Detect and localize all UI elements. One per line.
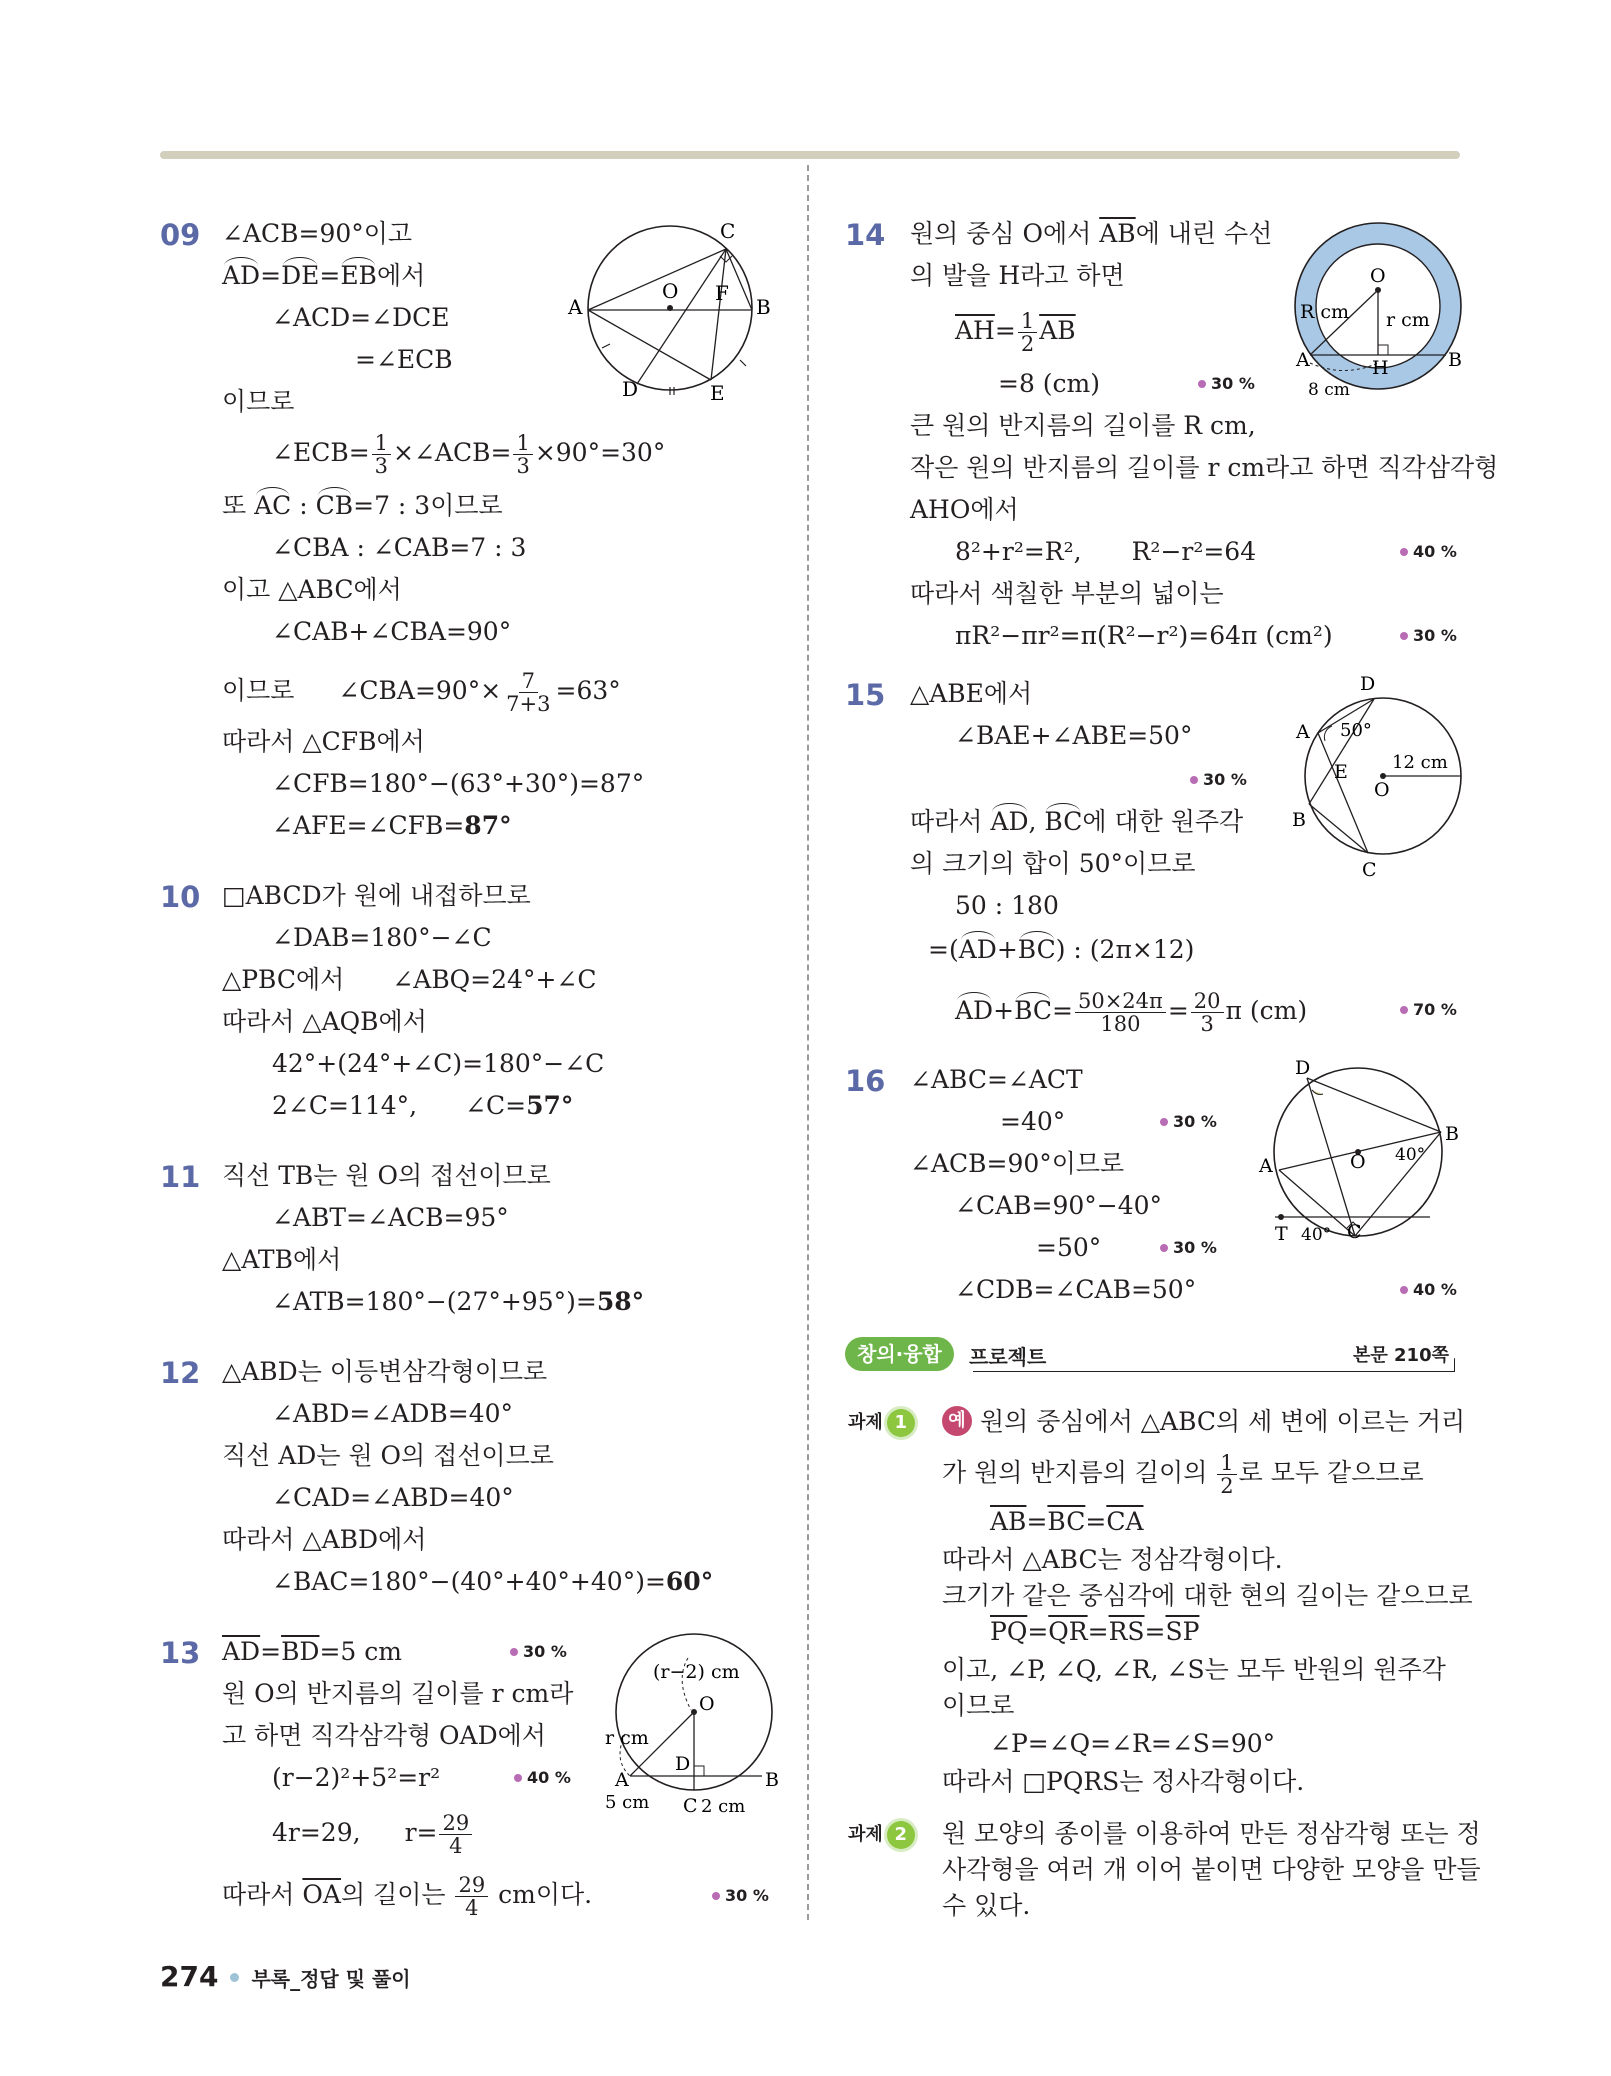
text-line: 4r=29, r= $\frac{29}{4}$ — [272, 1812, 474, 1857]
text-line: ∠CAD=∠ABD=40° — [272, 1483, 514, 1512]
problem-number: 12 — [160, 1356, 201, 1390]
svg-text:8 cm: 8 cm — [1308, 380, 1350, 400]
text-line: $\overline{PQ}=\overline{QR}=\overline{RS}=\overline{SP}$ — [990, 1617, 1200, 1646]
text-line: 작은 원의 반지름의 길이를 r cm라고 하면 직각삼각형 — [910, 453, 1499, 482]
text-line: ∠ACD=∠DCE — [272, 303, 450, 332]
svg-text:O: O — [1374, 779, 1390, 801]
text-line: 이므로 — [222, 387, 295, 416]
task-number-badge: 1 — [887, 1409, 915, 1437]
svg-text:B: B — [1292, 809, 1306, 831]
text-line: ∠ABC=∠ACT — [910, 1065, 1083, 1094]
page-reference: 본문 210쪽 — [1352, 1345, 1449, 1366]
svg-text:50°: 50° — [1340, 720, 1372, 741]
answer-line: πR²−πr²=π(R²−r²)=64π (cm²) — [955, 621, 1333, 650]
score-percent: 30 % — [1400, 626, 1457, 645]
svg-text:40°: 40° — [1301, 1225, 1332, 1245]
text-line: 사각형을 여러 개 이어 붙이면 다양한 모양을 만들 — [942, 1855, 1481, 1884]
score-percent: 70 % — [1400, 1000, 1457, 1019]
text-line: 이므로 ∠CBA=90°× $\frac{7}{7+3}$ =63° — [222, 669, 621, 716]
figure-circle-16 — [1255, 1060, 1470, 1260]
text-line: ∠ECB= $\frac{1}{3}$ ×∠ACB= $\frac{1}{3}$ ×90°=30° — [272, 431, 666, 478]
task-label: 과제 2 — [848, 1820, 915, 1849]
task-number-badge: 2 — [887, 1821, 915, 1849]
svg-text:r cm: r cm — [1386, 309, 1430, 331]
svg-text:B: B — [756, 295, 771, 319]
answer-line: ∠AFE=∠CFB=87° — [272, 811, 512, 840]
text-line: 직선 TB는 원 O의 접선이므로 — [222, 1161, 551, 1190]
project-title: 프로젝트 — [969, 1345, 1047, 1369]
column-divider — [807, 165, 809, 1920]
score-percent: 30 % — [510, 1642, 567, 1661]
text-line: 의 발을 H라고 하면 — [910, 261, 1125, 290]
score-percent: 30 % — [712, 1886, 769, 1905]
answer-line: 따라서 $\overline{OA}$의 길이는 $\frac{29}{4}$ cm이다. — [222, 1873, 593, 1920]
page-number: 274 — [160, 1960, 219, 1993]
text-line: 따라서 AD, BC에 대한 원주각 — [910, 807, 1244, 836]
text-line: ∠ACB=90°이므로 — [910, 1149, 1125, 1178]
text-line: 50 : 180 — [955, 891, 1059, 920]
text-line: =8 (cm) — [998, 369, 1101, 398]
text-line: ∠CAB+∠CBA=90° — [272, 617, 512, 646]
problem-number: 16 — [845, 1064, 886, 1098]
svg-text:r cm: r cm — [605, 1727, 649, 1749]
svg-text:T: T — [1275, 1223, 1288, 1245]
answer-line: ∠ATB=180°−(27°+95°)=58° — [272, 1287, 645, 1316]
text-line: $\overline{AH}=$ $\frac{1}{2}$ $\overline{AB}$ — [955, 309, 1076, 356]
text-line: ∠BAE+∠ABE=50° — [955, 721, 1193, 750]
problem-number: 10 — [160, 880, 201, 914]
svg-text:2 cm: 2 cm — [701, 1796, 746, 1817]
answer-line: ∠CDB=∠CAB=50° — [955, 1275, 1197, 1304]
svg-text:B: B — [1445, 1123, 1459, 1145]
text-line: AD=DE=EB에서 — [222, 261, 426, 290]
text-line: 따라서 △CFB에서 — [222, 727, 425, 756]
text-line: ∠CBA : ∠CAB=7 : 3 — [272, 533, 527, 562]
svg-text:5 cm: 5 cm — [605, 1792, 650, 1813]
svg-text:E: E — [1334, 761, 1348, 783]
text-line: 42°+(24°+∠C)=180°−∠C — [272, 1049, 605, 1078]
svg-text:A: A — [615, 1769, 629, 1791]
text-line: 의 크기의 합이 50°이므로 — [910, 849, 1196, 878]
text-line: 수 있다. — [942, 1891, 1031, 1920]
svg-text:B: B — [765, 1769, 779, 1791]
text-line: ∠ACB=90°이고 — [222, 219, 413, 248]
text-line: △ATB에서 — [222, 1245, 342, 1274]
problem-number: 11 — [160, 1160, 201, 1194]
figure-circle-15 — [1280, 676, 1470, 886]
svg-text:O: O — [1370, 265, 1386, 287]
creative-convergence-badge: 창의·융합 — [845, 1337, 954, 1371]
svg-text:C: C — [1347, 1221, 1362, 1243]
top-rule — [160, 151, 1460, 159]
text-line: $\overline{AD}=\overline{BD}=5$ cm — [222, 1637, 402, 1666]
svg-text:D: D — [1295, 1060, 1311, 1079]
header-rule — [973, 1371, 1455, 1372]
text-line: 원 O의 반지름의 길이를 r cm라 — [222, 1679, 574, 1708]
text-line: □ABCD가 원에 내접하므로 — [222, 881, 531, 910]
score-percent: 40 % — [1400, 542, 1457, 561]
answer-line: 2∠C=114°, ∠C=57° — [272, 1091, 574, 1120]
svg-text:O: O — [699, 1693, 715, 1715]
text-line: △PBC에서 ∠ABQ=24°+∠C — [222, 965, 597, 994]
text-line: 원의 중심에서 △ABC의 세 변에 이르는 거리 — [980, 1407, 1466, 1436]
score-percent: 30 % — [1160, 1112, 1217, 1131]
text-line: 직선 AD는 원 O의 접선이므로 — [222, 1441, 554, 1470]
text-line: ∠CAB=90°−40° — [955, 1191, 1163, 1220]
svg-text:A: A — [1296, 349, 1310, 371]
example-badge: 예 — [942, 1406, 972, 1436]
text-line: 따라서 색칠한 부분의 넓이는 — [910, 579, 1224, 608]
svg-text:12 cm: 12 cm — [1392, 752, 1448, 773]
svg-text:C: C — [1362, 859, 1377, 881]
score-percent: 30 % — [1198, 374, 1255, 393]
task-label: 과제 1 — [848, 1408, 915, 1437]
score-percent: 30 % — [1190, 770, 1247, 789]
text-line: △ABE에서 — [910, 679, 1033, 708]
svg-text:C: C — [683, 1795, 698, 1817]
text-line: 따라서 □PQRS는 정사각형이다. — [942, 1767, 1305, 1796]
text-line: ∠ABD=∠ADB=40° — [272, 1399, 514, 1428]
text-line: 큰 원의 반지름의 길이를 R cm, — [910, 411, 1256, 440]
svg-text:A: A — [1296, 721, 1310, 743]
svg-text:D: D — [622, 377, 639, 401]
text-line: AHO에서 — [910, 495, 1019, 524]
page-footer — [160, 1960, 411, 1993]
text-line: $\overline{AB}=\overline{BC}=\overline{CA}$ — [990, 1507, 1144, 1536]
svg-text:A: A — [568, 295, 583, 319]
footer-dot — [230, 1973, 239, 1982]
text-line: (r−2)²+5²=r² — [272, 1763, 441, 1792]
svg-text:40°: 40° — [1395, 1145, 1426, 1165]
svg-text:D: D — [675, 1753, 691, 1775]
text-line: 또 AC : CB=7 : 3이므로 — [222, 491, 503, 520]
svg-text:(r−2) cm: (r−2) cm — [653, 1661, 740, 1683]
text-line: 이고, ∠P, ∠Q, ∠R, ∠S는 모두 반원의 원주각 — [942, 1655, 1446, 1684]
project-header — [845, 1337, 1457, 1373]
score-percent: 40 % — [1400, 1280, 1457, 1299]
text-line: 따라서 △AQB에서 — [222, 1007, 427, 1036]
text-line: =40° — [1000, 1107, 1066, 1136]
footer-label: 부록_정답 및 풀이 — [251, 1967, 411, 1991]
text-line: ∠DAB=180°−∠C — [272, 923, 492, 952]
problem-number: 14 — [845, 218, 886, 252]
score-percent: 30 % — [1160, 1238, 1217, 1257]
text-line: ∠P=∠Q=∠R=∠S=90° — [990, 1729, 1276, 1758]
text-line: 가 원의 반지름의 길이의 $\frac{1}{2}$ 로 모두 같으므로 — [942, 1451, 1424, 1498]
svg-text:F: F — [715, 281, 729, 305]
answer-line: ∠BAC=180°−(40°+40°+40°)=60° — [272, 1567, 714, 1596]
problem-number: 13 — [160, 1636, 201, 1670]
text-line: 이므로 — [942, 1691, 1015, 1720]
text-line: 원의 중심 O에서 $\overline{AB}$에 내린 수선 — [910, 219, 1273, 248]
text-line: =(AD+BC) : (2π×12) — [928, 935, 1195, 964]
svg-text:O: O — [1350, 1151, 1366, 1173]
svg-text:B: B — [1448, 349, 1462, 371]
figure-circle-13 — [605, 1630, 785, 1820]
text-line: ∠ABT=∠ACB=95° — [272, 1203, 509, 1232]
svg-text:C: C — [720, 220, 736, 243]
text-line: ∠CFB=180°−(63°+30°)=87° — [272, 769, 645, 798]
svg-text:R cm: R cm — [1300, 301, 1350, 323]
text-line: =∠ECB — [355, 345, 453, 374]
text-line: 8²+r²=R², R²−r²=64 — [955, 537, 1257, 566]
figure-circle-09 — [560, 220, 780, 405]
svg-text:E: E — [710, 381, 725, 405]
svg-text:A: A — [1259, 1155, 1273, 1177]
text-line: 따라서 △ABD에서 — [222, 1525, 427, 1554]
score-percent: 40 % — [514, 1768, 571, 1787]
text-line: 고 하면 직각삼각형 OAD에서 — [222, 1721, 546, 1750]
text-line: 원 모양의 종이를 이용하여 만든 정삼각형 또는 정 — [942, 1819, 1481, 1848]
text-line: 이고 △ABC에서 — [222, 575, 402, 604]
text-line: △ABD는 이등변삼각형이므로 — [222, 1357, 548, 1386]
svg-text:O: O — [662, 279, 679, 303]
text-line: 크기가 같은 중심각에 대한 현의 길이는 같으므로 — [942, 1581, 1473, 1610]
text-line: 따라서 △ABC는 정삼각형이다. — [942, 1545, 1283, 1574]
svg-text:D: D — [1360, 676, 1376, 695]
problem-number: 15 — [845, 678, 886, 712]
answer-line: AD+BC= $\frac{50\times 24\pi}{180}$ = $\frac{20}{3}$ π (cm) — [955, 989, 1308, 1036]
text-line: =50° — [1036, 1233, 1102, 1262]
problem-number: 09 — [160, 218, 201, 252]
figure-annulus-14 — [1290, 218, 1470, 408]
svg-text:H: H — [1372, 357, 1389, 379]
